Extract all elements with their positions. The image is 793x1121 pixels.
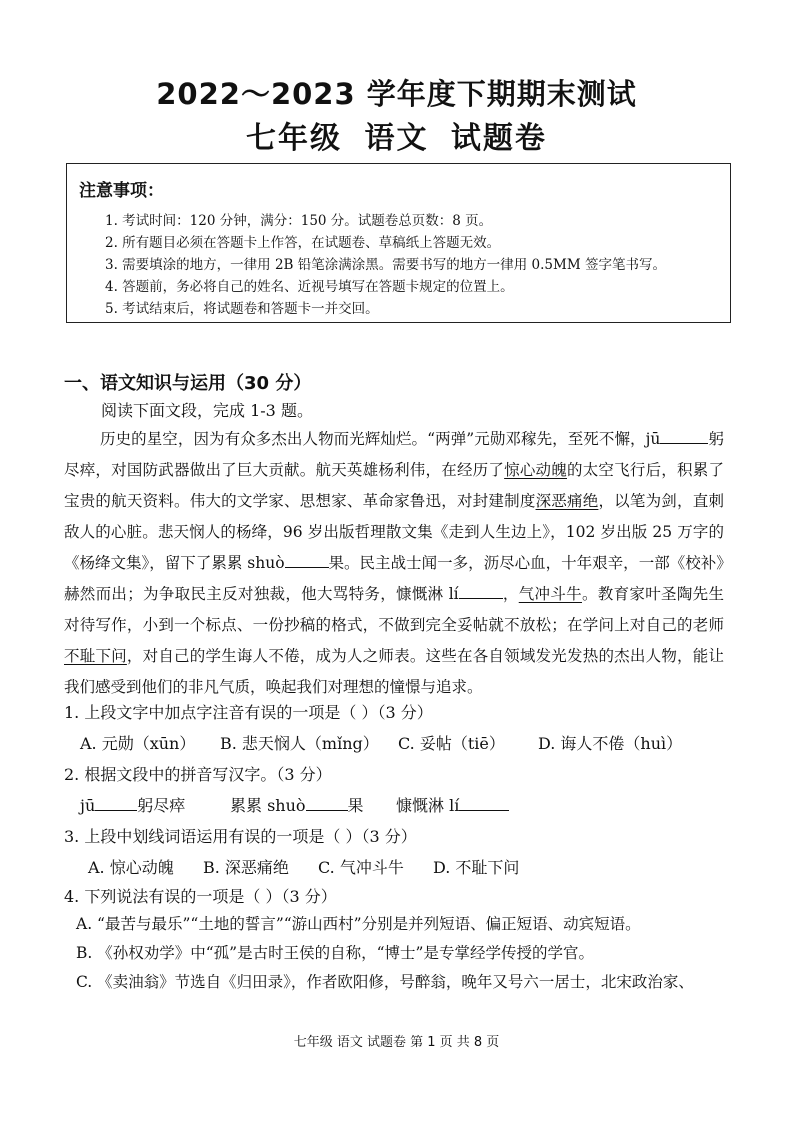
q2-item	[80, 793, 185, 816]
underlined-phrase: 惊心动魄	[504, 461, 567, 479]
answer-blank	[459, 794, 509, 811]
section-title: 一、语文知识与运用（30 分）	[64, 373, 312, 394]
q1-option-d: D. 诲人不倦（huì）	[538, 734, 683, 753]
q3-option-d: D. 不耻下问	[433, 858, 520, 877]
notice-item: 1. 考试时间：120 分钟，满分：150 分。试题卷总页数：8 页。	[105, 213, 493, 229]
q3-option-a: A. 惊心动魄	[88, 858, 174, 877]
notice-item: 4. 答题前，务必将自己的姓名、近视号填写在答题卡规定的位置上。	[105, 279, 514, 295]
blank-line	[660, 427, 708, 444]
exam-title: 2022～2023 学年度下期期末测试	[156, 77, 637, 111]
question-3-stem: 3. 上段中划线词语运用有误的一项是（ ）（3 分）	[64, 827, 417, 846]
q2-pinyin: 累累 shuò	[230, 796, 306, 815]
q3-option-c: C. 气冲斗牛	[318, 858, 404, 877]
question-4-stem: 4. 下列说法有误的一项是（ ）（3 分）	[64, 887, 337, 906]
q4-option-b: B. 《孙权劝学》中“孤”是古时王侯的自称，“博士”是专掌经学传授的学官。	[76, 944, 594, 962]
exam-subtitle: 七年级 语文 试题卷	[246, 121, 547, 156]
question-3-options	[88, 855, 728, 879]
question-2-items	[80, 793, 720, 817]
q2-item	[230, 793, 364, 816]
notice-list	[105, 210, 666, 320]
q1-option-b: B. 悲天悯人（mǐng）	[220, 734, 379, 753]
passage-text: ，对自己的学生诲人不倦，成为人之师表。这些在各自领域发光发热的杰出人物，能让我们感受到他们的非凡气质，唤起我们对理想的憧憬与追求。	[64, 647, 724, 696]
underlined-phrase: 深恶痛绝	[535, 492, 599, 510]
passage-text: ，以笔为剑，直刺敌人的心脏。悲天悯人的杨绛，96 岁出版哲理散文集《走到人生边上》，102 岁出版 25 万字的《杨绛文集》，留下了累累 shuò	[64, 492, 724, 572]
page-footer: 七年级 语文 试题卷 第 1 页 共 8 页	[293, 1035, 500, 1050]
passage-text: 。教育家叶圣陶先生对待写作，小到一个标点、一份抄稿的格式，不做到完全妥帖就不放松；在学问上对自己的老师	[64, 585, 724, 634]
passage-text: 躬尽瘁，对国防武器做出了巨大贡献。航天英雄杨利伟，在经历了	[64, 430, 724, 479]
question-1-stem: 1. 上段文字中加点字注音有误的一项是（ ）（3 分）	[64, 703, 433, 722]
q1-option-c: C. 妥帖（tiē）	[398, 734, 505, 753]
notice-box	[66, 163, 731, 323]
q3-option-b: B. 深恶痛绝	[203, 858, 289, 877]
notice-item: 3. 需要填涂的地方，一律用 2B 铅笔涂满涂黑。需要书写的地方一律用 0.5MM 签字笔书写。	[105, 257, 666, 273]
q2-pinyin: 慷慨淋 lí	[396, 796, 460, 815]
notice-item: 2. 所有题目必须在答题卡上作答，在试题卷、草稿纸上答题无效。	[105, 235, 501, 251]
underlined-phrase: 气冲斗牛	[518, 585, 582, 603]
answer-blank	[95, 794, 137, 811]
answer-blank	[306, 794, 348, 811]
notice-title: 注意事项：	[79, 181, 164, 201]
q4-option-a: A. “最苦与最乐”“土地的誓言”“游山西村”分别是并列短语、偏正短语、动宾短语。	[76, 915, 641, 933]
q2-text: 躬尽瘁	[137, 796, 186, 815]
blank-line	[285, 551, 329, 568]
reading-passage	[64, 424, 724, 703]
passage-text: 的太空飞行后，积累了宝贵的航天资料。伟大的文学家、思想家、革命家鲁迅，对封建制度	[64, 461, 724, 510]
q2-pinyin: jū	[80, 796, 96, 815]
question-2-stem: 2. 根据文段中的拼音写汉字。（3 分）	[64, 765, 332, 784]
passage-text: 果。民主战士闻一多，沥尽心血，十年艰辛，一部《校补》赫然而出；为争取民主反对独裁，他大骂特务，慷慨淋 lí	[64, 554, 724, 603]
q2-item	[396, 793, 509, 816]
underlined-phrase: 不耻下问	[64, 647, 127, 665]
question-1-options	[80, 731, 720, 755]
q4-option-c: C. 《卖油翁》节选自《归田录》，作者欧阳修，号醉翁，晚年又号六一居士，北宋政治家、	[76, 973, 694, 991]
blank-line	[459, 582, 503, 599]
passage-text: ，	[502, 585, 519, 603]
section-instruction: 阅读下面文段，完成 1-3 题。	[101, 401, 313, 420]
notice-item: 5. 考试结束后，将试题卷和答题卡一并交回。	[105, 301, 379, 317]
q2-text: 果	[347, 796, 364, 815]
q1-option-a: A. 元勋（xūn）	[80, 734, 196, 753]
passage-text: 历史的星空，因为有众多杰出人物而光辉灿烂。“两弹”元勋邓稼先，至死不懈，jū	[100, 430, 661, 448]
